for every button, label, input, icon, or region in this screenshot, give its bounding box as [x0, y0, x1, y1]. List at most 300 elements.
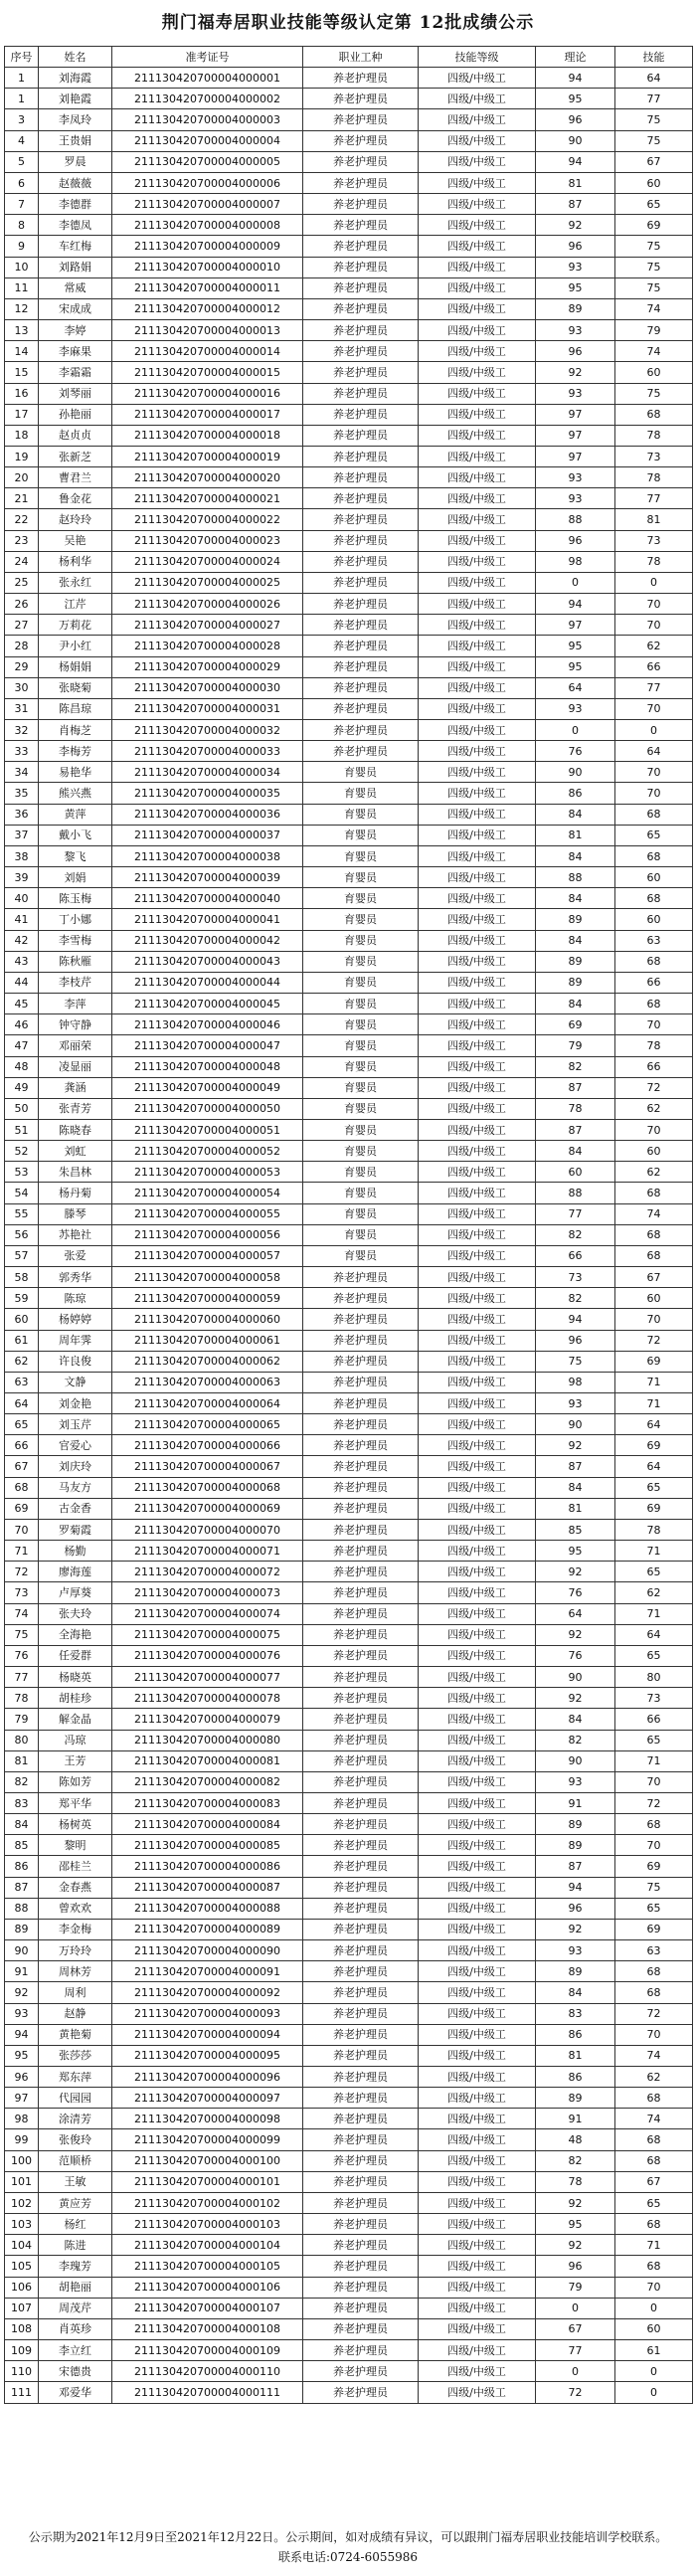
- cell-skill: 71: [615, 1393, 693, 1414]
- cell-ticket: 211130420700004000046: [112, 1014, 303, 1035]
- cell-seq: 22: [5, 509, 39, 530]
- cell-name: 刘路娟: [39, 257, 112, 277]
- header-occupation: 职业工种: [303, 47, 419, 68]
- cell-level: 四级/中级工: [419, 677, 536, 698]
- cell-ticket: 211130420700004000051: [112, 1119, 303, 1140]
- cell-occupation: 养老护理员: [303, 488, 419, 509]
- cell-name: 罗菊霞: [39, 1519, 112, 1540]
- table-row: [5, 1014, 693, 1035]
- cell-ticket: 211130420700004000059: [112, 1288, 303, 1309]
- cell-occupation: 养老护理员: [303, 509, 419, 530]
- cell-theory: 97: [536, 615, 615, 636]
- cell-skill: 70: [615, 2277, 693, 2298]
- cell-ticket: 211130420700004000094: [112, 2024, 303, 2045]
- cell-name: 刘玉芹: [39, 1414, 112, 1435]
- cell-name: 杨红: [39, 2214, 112, 2235]
- cell-skill: 61: [615, 2340, 693, 2361]
- cell-skill: 0: [615, 2298, 693, 2318]
- table-row: [5, 2382, 693, 2403]
- cell-name: 李德凤: [39, 215, 112, 236]
- cell-name: 王芳: [39, 1750, 112, 1771]
- cell-skill: 72: [615, 2003, 693, 2024]
- cell-theory: 84: [536, 888, 615, 909]
- cell-skill: 77: [615, 677, 693, 698]
- cell-level: 四级/中级工: [419, 845, 536, 866]
- cell-skill: 60: [615, 362, 693, 383]
- cell-level: 四级/中级工: [419, 1098, 536, 1119]
- cell-seq: 56: [5, 1224, 39, 1245]
- table-row: [5, 1519, 693, 1540]
- results-table: [4, 46, 693, 2404]
- cell-skill: 65: [615, 194, 693, 215]
- cell-seq: 85: [5, 1835, 39, 1856]
- cell-theory: 0: [536, 2361, 615, 2382]
- cell-seq: 33: [5, 741, 39, 762]
- cell-theory: 86: [536, 783, 615, 804]
- cell-seq: 8: [5, 215, 39, 236]
- table-row: [5, 383, 693, 404]
- cell-seq: 3: [5, 109, 39, 130]
- cell-level: 四级/中级工: [419, 1288, 536, 1309]
- cell-ticket: 211130420700004000015: [112, 362, 303, 383]
- table-row: [5, 551, 693, 572]
- table-row: [5, 594, 693, 615]
- cell-occupation: 养老护理员: [303, 1771, 419, 1792]
- cell-theory: 93: [536, 488, 615, 509]
- cell-name: 杨丹菊: [39, 1183, 112, 1203]
- cell-seq: 91: [5, 1961, 39, 1982]
- cell-seq: 98: [5, 2109, 39, 2129]
- cell-skill: 68: [615, 888, 693, 909]
- table-row: [5, 867, 693, 888]
- table-row: [5, 2256, 693, 2277]
- cell-theory: 87: [536, 1856, 615, 1877]
- cell-ticket: 211130420700004000001: [112, 68, 303, 89]
- cell-theory: 95: [536, 2214, 615, 2235]
- table-row: [5, 1414, 693, 1435]
- table-row: [5, 2171, 693, 2192]
- table-row: [5, 1141, 693, 1162]
- cell-theory: 96: [536, 236, 615, 257]
- table-row: [5, 68, 693, 89]
- cell-occupation: 养老护理员: [303, 298, 419, 319]
- cell-skill: 70: [615, 1014, 693, 1035]
- cell-seq: 35: [5, 783, 39, 804]
- cell-name: 张永红: [39, 572, 112, 593]
- cell-occupation: 养老护理员: [303, 1877, 419, 1898]
- cell-seq: 67: [5, 1456, 39, 1477]
- cell-seq: 30: [5, 677, 39, 698]
- cell-ticket: 211130420700004000050: [112, 1098, 303, 1119]
- cell-level: 四级/中级工: [419, 404, 536, 425]
- cell-skill: 69: [615, 215, 693, 236]
- cell-ticket: 211130420700004000016: [112, 383, 303, 404]
- cell-occupation: 养老护理员: [303, 636, 419, 656]
- cell-name: 李德群: [39, 194, 112, 215]
- cell-ticket: 211130420700004000100: [112, 2150, 303, 2171]
- cell-occupation: 养老护理员: [303, 1792, 419, 1813]
- cell-level: 四级/中级工: [419, 68, 536, 89]
- cell-occupation: 养老护理员: [303, 236, 419, 257]
- cell-skill: 64: [615, 1414, 693, 1435]
- cell-theory: 93: [536, 467, 615, 488]
- cell-seq: 4: [5, 130, 39, 151]
- cell-skill: 69: [615, 1435, 693, 1456]
- cell-theory: 86: [536, 2067, 615, 2088]
- cell-ticket: 211130420700004000006: [112, 172, 303, 193]
- cell-level: 四级/中级工: [419, 1603, 536, 1624]
- cell-theory: 86: [536, 2024, 615, 2045]
- cell-ticket: 211130420700004000043: [112, 951, 303, 972]
- cell-ticket: 211130420700004000096: [112, 2067, 303, 2088]
- table-row: [5, 1877, 693, 1898]
- cell-occupation: 养老护理员: [303, 2024, 419, 2045]
- cell-seq: 54: [5, 1183, 39, 1203]
- table-row: [5, 1098, 693, 1119]
- cell-level: 四级/中级工: [419, 615, 536, 636]
- cell-ticket: 211130420700004000021: [112, 488, 303, 509]
- cell-ticket: 211130420700004000038: [112, 845, 303, 866]
- cell-occupation: 育婴员: [303, 1014, 419, 1035]
- cell-skill: 70: [615, 698, 693, 719]
- cell-theory: 89: [536, 909, 615, 930]
- cell-occupation: 养老护理员: [303, 130, 419, 151]
- cell-name: 黄艳菊: [39, 2024, 112, 2045]
- table-row: [5, 1330, 693, 1351]
- cell-level: 四级/中级工: [419, 2214, 536, 2235]
- cell-occupation: 养老护理员: [303, 1961, 419, 1982]
- cell-level: 四级/中级工: [419, 888, 536, 909]
- cell-level: 四级/中级工: [419, 972, 536, 993]
- cell-theory: 87: [536, 1119, 615, 1140]
- cell-ticket: 211130420700004000041: [112, 909, 303, 930]
- cell-seq: 44: [5, 972, 39, 993]
- cell-name: 孙艳丽: [39, 404, 112, 425]
- cell-skill: 68: [615, 1224, 693, 1245]
- cell-skill: 63: [615, 1940, 693, 1961]
- cell-theory: 89: [536, 1814, 615, 1835]
- cell-name: 滕琴: [39, 1203, 112, 1224]
- table-row: [5, 1183, 693, 1203]
- cell-name: 万莉花: [39, 615, 112, 636]
- cell-skill: 68: [615, 994, 693, 1014]
- cell-ticket: 211130420700004000003: [112, 109, 303, 130]
- cell-name: 周茂芹: [39, 2298, 112, 2318]
- cell-seq: 59: [5, 1288, 39, 1309]
- cell-theory: 97: [536, 425, 615, 446]
- footer-note: [0, 2527, 696, 2567]
- cell-ticket: 211130420700004000040: [112, 888, 303, 909]
- cell-level: 四级/中级工: [419, 151, 536, 172]
- cell-name: 刘虹: [39, 1141, 112, 1162]
- cell-level: 四级/中级工: [419, 509, 536, 530]
- cell-skill: 78: [615, 425, 693, 446]
- cell-ticket: 211130420700004000020: [112, 467, 303, 488]
- cell-theory: 95: [536, 277, 615, 298]
- cell-theory: 92: [536, 1624, 615, 1645]
- table-row: [5, 1056, 693, 1077]
- cell-occupation: 养老护理员: [303, 68, 419, 89]
- cell-theory: 93: [536, 320, 615, 341]
- cell-occupation: 养老护理员: [303, 1414, 419, 1435]
- table-row: [5, 1162, 693, 1183]
- cell-occupation: 养老护理员: [303, 1919, 419, 1939]
- cell-seq: 15: [5, 362, 39, 383]
- cell-name: 范顺桥: [39, 2150, 112, 2171]
- table-row: [5, 1709, 693, 1730]
- cell-skill: 81: [615, 509, 693, 530]
- table-row: [5, 404, 693, 425]
- cell-ticket: 211130420700004000103: [112, 2214, 303, 2235]
- cell-ticket: 211130420700004000088: [112, 1898, 303, 1919]
- cell-occupation: 养老护理员: [303, 1603, 419, 1624]
- cell-occupation: 养老护理员: [303, 425, 419, 446]
- cell-level: 四级/中级工: [419, 277, 536, 298]
- cell-seq: 25: [5, 572, 39, 593]
- cell-name: 曾欢欢: [39, 1898, 112, 1919]
- cell-theory: 89: [536, 2088, 615, 2109]
- cell-level: 四级/中级工: [419, 2024, 536, 2045]
- cell-occupation: 养老护理员: [303, 1667, 419, 1688]
- cell-level: 四级/中级工: [419, 1919, 536, 1939]
- header-skill: 技能: [615, 47, 693, 68]
- cell-skill: 75: [615, 277, 693, 298]
- cell-name: 戴小飞: [39, 825, 112, 845]
- cell-occupation: 育婴员: [303, 825, 419, 845]
- cell-occupation: 养老护理员: [303, 2003, 419, 2024]
- cell-occupation: 养老护理员: [303, 2192, 419, 2213]
- cell-theory: 94: [536, 1877, 615, 1898]
- cell-skill: 65: [615, 825, 693, 845]
- table-row: [5, 2109, 693, 2129]
- cell-theory: 84: [536, 930, 615, 951]
- cell-occupation: 养老护理员: [303, 2171, 419, 2192]
- cell-level: 四级/中级工: [419, 446, 536, 466]
- cell-ticket: 211130420700004000014: [112, 341, 303, 362]
- cell-name: 刘艳霞: [39, 89, 112, 109]
- cell-ticket: 211130420700004000074: [112, 1603, 303, 1624]
- cell-seq: 64: [5, 1393, 39, 1414]
- cell-occupation: 育婴员: [303, 867, 419, 888]
- cell-theory: 90: [536, 130, 615, 151]
- cell-ticket: 211130420700004000069: [112, 1498, 303, 1519]
- cell-seq: 1: [5, 89, 39, 109]
- cell-skill: 75: [615, 236, 693, 257]
- cell-occupation: 育婴员: [303, 951, 419, 972]
- cell-name: 李枝芹: [39, 972, 112, 993]
- cell-seq: 16: [5, 383, 39, 404]
- cell-occupation: 养老护理员: [303, 2067, 419, 2088]
- table-row: [5, 130, 693, 151]
- table-row: [5, 1435, 693, 1456]
- cell-theory: 81: [536, 825, 615, 845]
- cell-occupation: 养老护理员: [303, 1541, 419, 1562]
- cell-theory: 97: [536, 404, 615, 425]
- cell-theory: 78: [536, 1098, 615, 1119]
- cell-seq: 94: [5, 2024, 39, 2045]
- cell-theory: 96: [536, 530, 615, 551]
- cell-skill: 68: [615, 2214, 693, 2235]
- table-row: [5, 741, 693, 762]
- cell-occupation: 育婴员: [303, 1141, 419, 1162]
- cell-skill: 66: [615, 972, 693, 993]
- cell-ticket: 211130420700004000079: [112, 1709, 303, 1730]
- cell-name: 张晓菊: [39, 677, 112, 698]
- cell-seq: 65: [5, 1414, 39, 1435]
- cell-name: 杨婷婷: [39, 1309, 112, 1330]
- cell-occupation: 养老护理员: [303, 320, 419, 341]
- cell-skill: 69: [615, 1498, 693, 1519]
- cell-occupation: 养老护理员: [303, 1435, 419, 1456]
- cell-skill: 64: [615, 741, 693, 762]
- cell-seq: 1: [5, 68, 39, 89]
- cell-ticket: 211130420700004000036: [112, 804, 303, 825]
- cell-level: 四级/中级工: [419, 236, 536, 257]
- cell-skill: 73: [615, 1688, 693, 1709]
- cell-occupation: 养老护理员: [303, 2382, 419, 2403]
- cell-ticket: 211130420700004000022: [112, 509, 303, 530]
- cell-name: 任爱群: [39, 1645, 112, 1666]
- cell-seq: 21: [5, 488, 39, 509]
- cell-name: 刘海霞: [39, 68, 112, 89]
- cell-level: 四级/中级工: [419, 825, 536, 845]
- cell-level: 四级/中级工: [419, 2003, 536, 2024]
- cell-skill: 78: [615, 467, 693, 488]
- cell-theory: 93: [536, 383, 615, 404]
- cell-level: 四级/中级工: [419, 698, 536, 719]
- cell-theory: 92: [536, 2235, 615, 2256]
- cell-occupation: 育婴员: [303, 1224, 419, 1245]
- cell-theory: 91: [536, 1792, 615, 1813]
- cell-level: 四级/中级工: [419, 530, 536, 551]
- cell-name: 苏艳社: [39, 1224, 112, 1245]
- cell-level: 四级/中级工: [419, 2256, 536, 2277]
- cell-seq: 107: [5, 2298, 39, 2318]
- cell-name: 邵桂兰: [39, 1856, 112, 1877]
- cell-level: 四级/中级工: [419, 1582, 536, 1603]
- cell-skill: 70: [615, 594, 693, 615]
- cell-skill: 68: [615, 1814, 693, 1835]
- cell-level: 四级/中级工: [419, 804, 536, 825]
- cell-seq: 51: [5, 1119, 39, 1140]
- cell-name: 尹小红: [39, 636, 112, 656]
- cell-occupation: 养老护理员: [303, 594, 419, 615]
- cell-occupation: 养老护理员: [303, 2129, 419, 2150]
- table-row: [5, 1961, 693, 1982]
- cell-seq: 68: [5, 1477, 39, 1498]
- cell-name: 李金梅: [39, 1919, 112, 1939]
- table-row: [5, 1835, 693, 1856]
- cell-level: 四级/中级工: [419, 109, 536, 130]
- cell-theory: 97: [536, 446, 615, 466]
- cell-theory: 90: [536, 1667, 615, 1688]
- cell-occupation: 养老护理员: [303, 1456, 419, 1477]
- cell-skill: 67: [615, 151, 693, 172]
- cell-seq: 89: [5, 1919, 39, 1939]
- table-row: [5, 2318, 693, 2339]
- cell-skill: 70: [615, 2024, 693, 2045]
- table-row: [5, 1792, 693, 1813]
- cell-name: 罗晨: [39, 151, 112, 172]
- cell-ticket: 211130420700004000039: [112, 867, 303, 888]
- cell-skill: 60: [615, 1288, 693, 1309]
- cell-seq: 43: [5, 951, 39, 972]
- cell-ticket: 211130420700004000017: [112, 404, 303, 425]
- cell-skill: 74: [615, 298, 693, 319]
- cell-occupation: 养老护理员: [303, 257, 419, 277]
- cell-occupation: 养老护理员: [303, 1688, 419, 1709]
- cell-theory: 87: [536, 1077, 615, 1098]
- cell-occupation: 养老护理员: [303, 1750, 419, 1771]
- cell-occupation: 养老护理员: [303, 467, 419, 488]
- cell-skill: 62: [615, 1098, 693, 1119]
- cell-skill: 78: [615, 551, 693, 572]
- cell-seq: 46: [5, 1014, 39, 1035]
- cell-name: 邓丽荣: [39, 1035, 112, 1056]
- table-row: [5, 1940, 693, 1961]
- cell-skill: 71: [615, 1372, 693, 1392]
- cell-theory: 84: [536, 1477, 615, 1498]
- cell-name: 肖梅芝: [39, 720, 112, 741]
- cell-theory: 93: [536, 1393, 615, 1414]
- cell-occupation: 养老护理员: [303, 1709, 419, 1730]
- cell-occupation: 养老护理员: [303, 1856, 419, 1877]
- cell-name: 代园园: [39, 2088, 112, 2109]
- cell-level: 四级/中级工: [419, 2382, 536, 2403]
- cell-seq: 106: [5, 2277, 39, 2298]
- cell-occupation: 养老护理员: [303, 362, 419, 383]
- cell-level: 四级/中级工: [419, 488, 536, 509]
- cell-occupation: 养老护理员: [303, 1267, 419, 1288]
- cell-seq: 57: [5, 1245, 39, 1266]
- cell-theory: 82: [536, 1288, 615, 1309]
- table-row: [5, 1309, 693, 1330]
- cell-occupation: 养老护理员: [303, 1982, 419, 2003]
- cell-seq: 48: [5, 1056, 39, 1077]
- footer-notice: 公示期为2021年12月9日至2021年12月22日。公示期间，如对成绩有异议，可以跟荆门福寿居职业技能培训学校联系。: [28, 2530, 668, 2544]
- cell-ticket: 211130420700004000025: [112, 572, 303, 593]
- cell-ticket: 211130420700004000019: [112, 446, 303, 466]
- cell-name: 赵玲玲: [39, 509, 112, 530]
- cell-ticket: 211130420700004000026: [112, 594, 303, 615]
- cell-level: 四级/中级工: [419, 1477, 536, 1498]
- cell-name: 官爱心: [39, 1435, 112, 1456]
- table-row: [5, 1077, 693, 1098]
- cell-occupation: 养老护理员: [303, 1582, 419, 1603]
- cell-ticket: 211130420700004000034: [112, 762, 303, 783]
- table-row: [5, 509, 693, 530]
- cell-ticket: 211130420700004000060: [112, 1309, 303, 1330]
- cell-theory: 64: [536, 677, 615, 698]
- cell-occupation: 育婴员: [303, 1183, 419, 1203]
- table-row: [5, 1919, 693, 1939]
- cell-skill: 68: [615, 1961, 693, 1982]
- cell-skill: 60: [615, 867, 693, 888]
- cell-skill: 74: [615, 2045, 693, 2066]
- cell-level: 四级/中级工: [419, 467, 536, 488]
- cell-level: 四级/中级工: [419, 2340, 536, 2361]
- table-row: [5, 698, 693, 719]
- cell-level: 四级/中级工: [419, 1372, 536, 1392]
- cell-occupation: 养老护理员: [303, 1940, 419, 1961]
- cell-seq: 97: [5, 2088, 39, 2109]
- cell-occupation: 养老护理员: [303, 89, 419, 109]
- cell-seq: 82: [5, 1771, 39, 1792]
- cell-level: 四级/中级工: [419, 1940, 536, 1961]
- cell-seq: 73: [5, 1582, 39, 1603]
- table-row: [5, 151, 693, 172]
- table-row: [5, 2214, 693, 2235]
